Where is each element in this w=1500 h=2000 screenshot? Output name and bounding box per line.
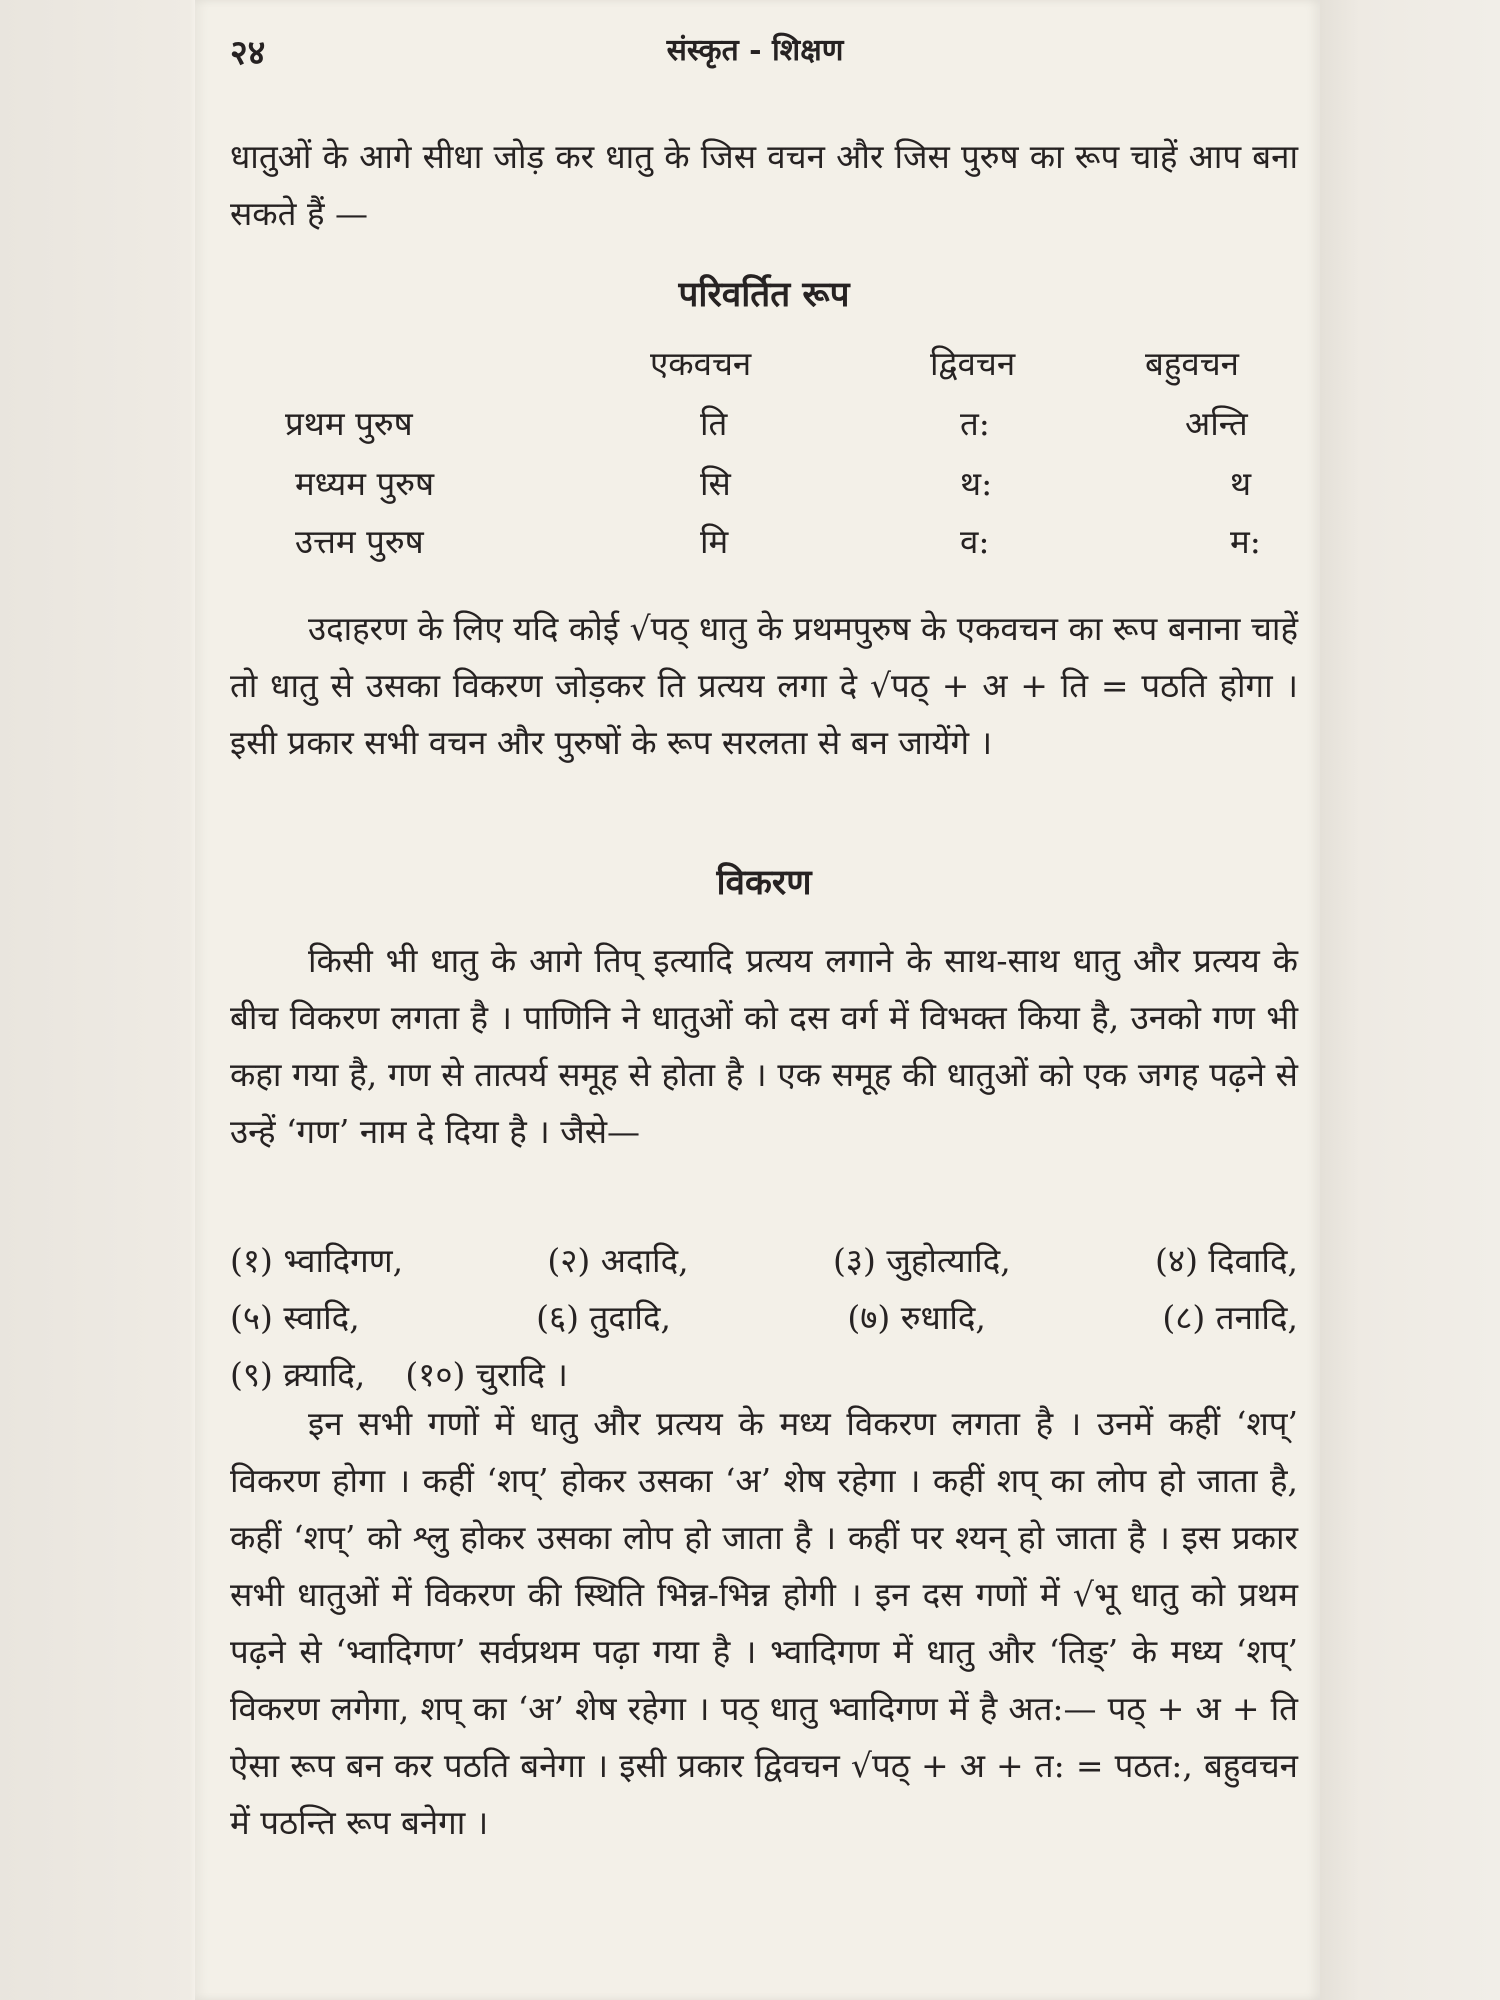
gana-item: (६) तुदादि, [536, 1298, 671, 1337]
vikaran-heading: विकरण [716, 862, 812, 903]
example-text: उदाहरण के लिए यदि कोई √पठ् धातु के प्रथमपुरुष के एकवचन का रूप बनाना चाहें तो धातु से उसका विकरण जोड़कर ति प्रत्यय लगा दे √पठ् + अ + ति = पठति होगा । इसी प्रकार सभी वचन और पुरुषों के रूप सरलता से बन जायेंगे । [230, 609, 1298, 762]
gana-item: (२) अदादि, [547, 1241, 689, 1280]
gana-line [230, 1289, 1298, 1346]
intro-paragraph [230, 128, 1298, 242]
book-page [195, 0, 1320, 2000]
vikaran-paragraph [230, 932, 1298, 1160]
gana-item: (५) स्वादि, [230, 1298, 360, 1337]
gana-item: (९) क्र्यादि, [230, 1355, 366, 1394]
example-paragraph [230, 600, 1298, 771]
table-cell: त: [960, 404, 990, 443]
right-margin [1320, 0, 1500, 2000]
intro-text: धातुओं के आगे सीधा जोड़ कर धातु के जिस वचन और जिस पुरुष का रूप चाहें आप बना सकते हैं — [230, 137, 1298, 233]
page-number: २४ [230, 33, 266, 73]
table-cell: व: [960, 522, 990, 561]
row-label: मध्यम पुरुष [295, 464, 435, 503]
table-cell: अन्ति [1185, 404, 1248, 443]
gana-item: (१०) चुरादि । [405, 1355, 568, 1394]
table-row-third-person [230, 518, 1298, 578]
gana-item: (७) रुधादि, [847, 1298, 986, 1337]
table-cell: थ [1230, 464, 1252, 503]
row-label: प्रथम पुरुष [285, 404, 413, 443]
gana-item: (१) भ्वादिगण, [230, 1241, 404, 1280]
gana-list [230, 1232, 1298, 1403]
row-label: उत्तम पुरुष [295, 522, 424, 561]
gana-explanation-paragraph [230, 1395, 1298, 1851]
table-cell: म: [1230, 522, 1261, 561]
page-header [230, 28, 1280, 76]
column-header-plural: बहुवचन [1145, 344, 1239, 383]
vikaran-text: किसी भी धातु के आगे तिप् इत्यादि प्रत्यय लगाने के साथ-साथ धातु और प्रत्यय के बीच विकरण लगता है । पाणिनि ने धातुओं को दस वर्ग में विभक्त किया है, उनको गण भी कहा गया है, गण से तात्पर्य समूह से होता है । एक समूह की धातुओं को एक जगह पढ़ने से उन्हें ‘गण’ नाम दे दिया है । जैसे— [230, 941, 1298, 1151]
column-header-dual: द्विवचन [930, 344, 1016, 383]
table-row-first-person [230, 400, 1298, 460]
table-cell: सि [700, 464, 731, 503]
table-cell: मि [700, 522, 729, 561]
table-row-second-person [230, 460, 1298, 520]
table-heading: परिवर्तित रूप [678, 274, 850, 315]
gana-item: (३) जुहोत्यादि, [832, 1241, 1011, 1280]
gana-line [230, 1232, 1298, 1289]
running-title: संस्कृत - शिक्षण [666, 33, 844, 68]
gana-explanation-text: इन सभी गणों में धातु और प्रत्यय के मध्य विकरण लगता है । उनमें कहीं ‘शप्’ विकरण होगा । कहीं ‘शप्’ होकर उसका ‘अ’ शेष रहेगा । कहीं शप् का लोप हो जाता है, कहीं ‘शप्’ को श्लु होकर उसका लोप हो जाता है । कहीं पर श्यन् हो जाता है । इस प्रकार सभी धातुओं में विकरण की स्थिति भिन्न-भिन्न होगी । इन दस गणों में √भू धातु को प्रथम पढ़ने से ‘भ्वादिगण’ सर्वप्रथम पढ़ा गया है । भ्वादिगण में धातु और ‘तिङ्’ के मध्य ‘शप्’ विकरण लगेगा, शप् का ‘अ’ शेष रहेगा । पठ् धातु भ्वादिगण में है अत:— पठ् + अ + ति ऐसा रूप बन कर पठति बनेगा । इसी प्रकार द्विवचन √पठ् + अ + त: = पठत:, बहुवचन में पठन्ति रूप बनेगा । [230, 1404, 1298, 1842]
gana-item: (८) तनादि, [1162, 1298, 1298, 1337]
table-cell: ति [700, 404, 728, 443]
gana-item: (४) दिवादि, [1155, 1241, 1298, 1280]
table-header-row [230, 340, 1298, 400]
column-header-singular: एकवचन [650, 344, 752, 383]
table-cell: थ: [960, 464, 993, 503]
